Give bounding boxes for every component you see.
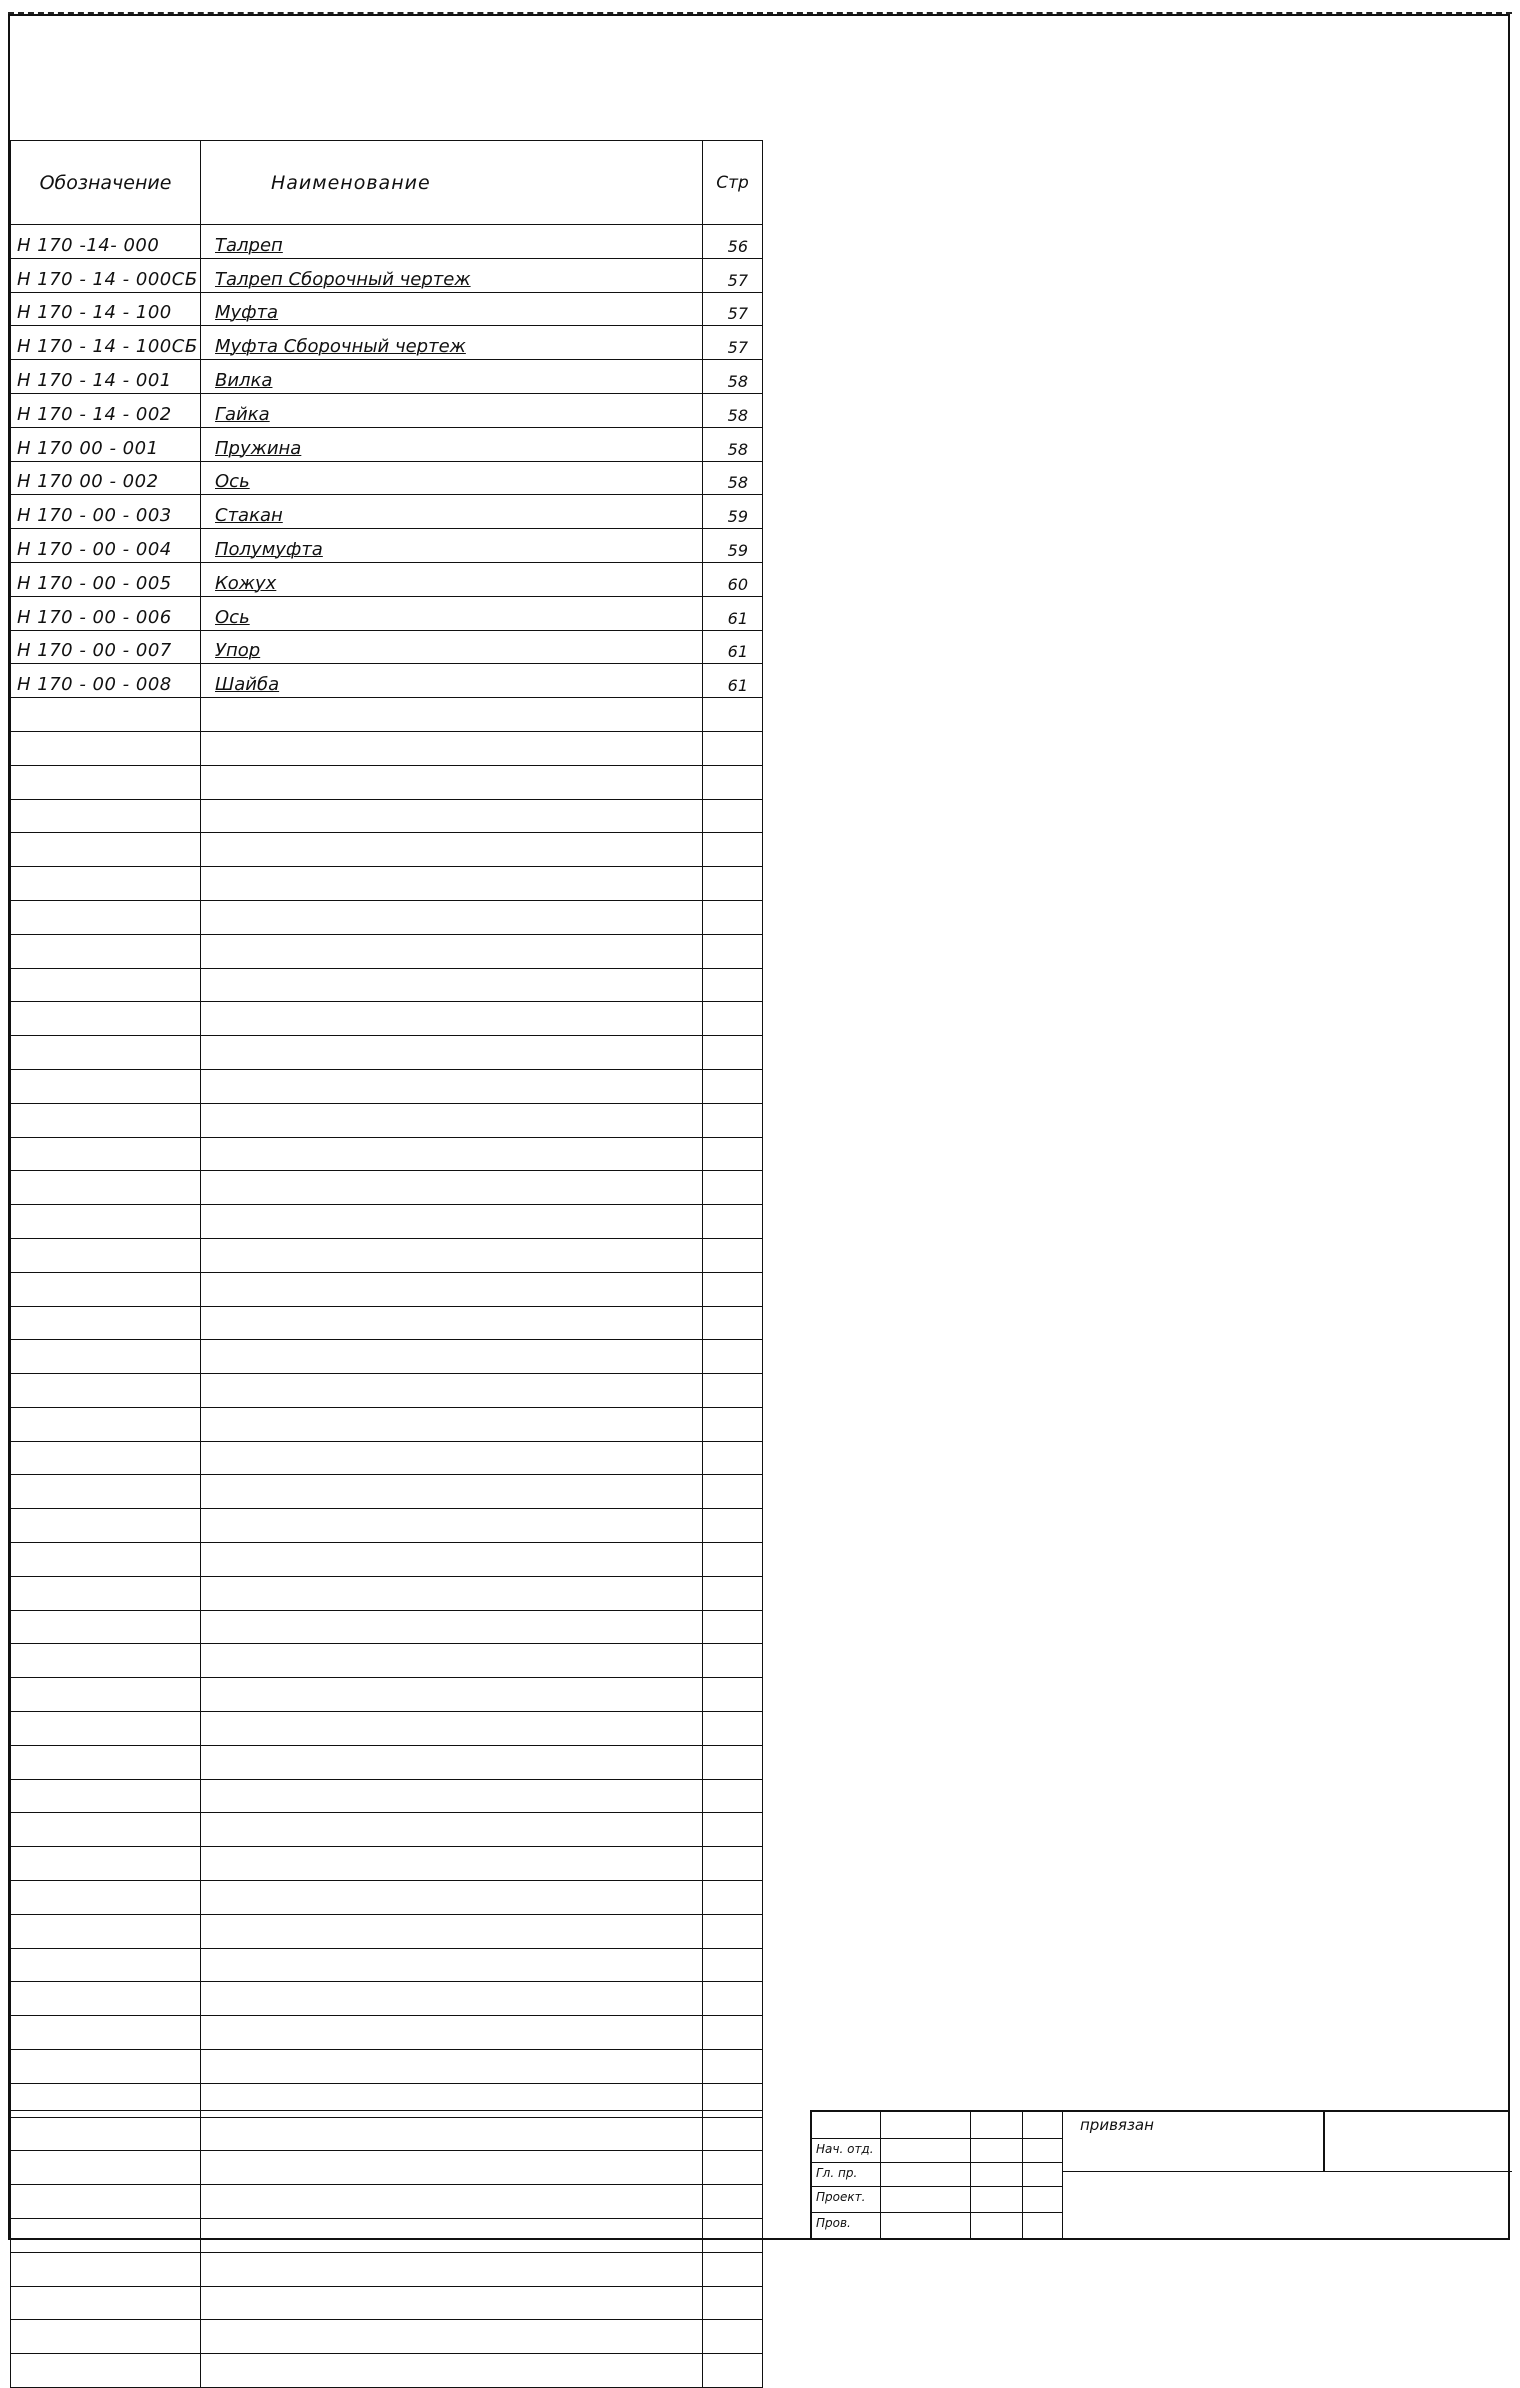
row-page [703,2252,763,2286]
table-row [11,698,763,732]
row-page [703,1306,763,1340]
table-row [11,1678,763,1712]
row-designation: Н 170 - 00 - 008 [11,664,201,698]
row-designation [11,1407,201,1441]
table-row [11,1036,763,1070]
row-name [201,799,703,833]
table-row [11,1712,763,1746]
row-page: 57 [703,292,763,326]
table-row [11,2117,763,2151]
row-name [201,2185,703,2219]
row-designation [11,2286,201,2320]
title-block-row-label: Нач. отд. [816,2142,874,2156]
row-designation [11,2252,201,2286]
row-page: 58 [703,427,763,461]
row-page [703,1171,763,1205]
row-page [703,1475,763,1509]
table-row [11,596,763,630]
row-page [703,1137,763,1171]
header-page: Стр [703,141,763,225]
row-designation: Н 170 - 14 - 100 [11,292,201,326]
row-page [703,1914,763,1948]
row-designation: Н 170 00 - 001 [11,427,201,461]
row-page [703,1779,763,1813]
table-row [11,495,763,529]
row-designation [11,1238,201,1272]
row-page: 57 [703,258,763,292]
row-page [703,1509,763,1543]
row-page [703,1103,763,1137]
table-row [11,1475,763,1509]
row-name [201,1576,703,1610]
row-name [201,698,703,732]
row-page [703,1678,763,1712]
row-page: 60 [703,562,763,596]
row-name [201,1036,703,1070]
table-row [11,1238,763,1272]
row-page [703,1813,763,1847]
row-page [703,968,763,1002]
row-name [201,1745,703,1779]
row-page: 58 [703,461,763,495]
row-designation [11,1374,201,1408]
table-row [11,2185,763,2219]
table-row [11,1745,763,1779]
table-row [11,1813,763,1847]
row-page [703,2083,763,2117]
row-designation [11,2354,201,2388]
row-page [703,799,763,833]
row-designation [11,2219,201,2253]
table-header-row [11,141,763,225]
row-designation [11,867,201,901]
table-row [11,2151,763,2185]
row-page [703,1441,763,1475]
table-row [11,799,763,833]
row-designation [11,1509,201,1543]
row-designation: Н 170 -14- 000 [11,225,201,259]
row-designation [11,1002,201,1036]
row-name [201,2151,703,2185]
row-page [703,765,763,799]
row-name [201,1475,703,1509]
row-name: Вилка [201,360,703,394]
row-name [201,1407,703,1441]
row-page [703,1982,763,2016]
table-row [11,1374,763,1408]
table-row [11,630,763,664]
table-row [11,1779,763,1813]
row-page: 58 [703,393,763,427]
row-name: Упор [201,630,703,664]
row-name [201,2286,703,2320]
index-table [10,140,763,2388]
row-name [201,900,703,934]
row-designation [11,799,201,833]
table-row [11,2083,763,2117]
table-row [11,1644,763,1678]
row-page [703,2320,763,2354]
row-designation [11,1036,201,1070]
row-designation [11,1103,201,1137]
row-name [201,1002,703,1036]
row-name [201,2117,703,2151]
table-row [11,2286,763,2320]
row-designation [11,2151,201,2185]
table-row [11,1881,763,1915]
table-row [11,900,763,934]
row-page [703,1002,763,1036]
row-name [201,1069,703,1103]
row-designation: Н 170 - 00 - 007 [11,630,201,664]
header-name: Наименование [201,141,703,225]
row-name [201,2016,703,2050]
table-row [11,664,763,698]
row-page: 58 [703,360,763,394]
row-page [703,2016,763,2050]
table-row [11,968,763,1002]
table-row [11,258,763,292]
table-row [11,1914,763,1948]
table-row [11,1543,763,1577]
row-page [703,1948,763,1982]
row-page [703,1069,763,1103]
row-page: 57 [703,326,763,360]
row-designation [11,1306,201,1340]
row-designation [11,1712,201,1746]
row-page: 59 [703,529,763,563]
row-name: Полумуфта [201,529,703,563]
row-designation: Н 170 - 00 - 003 [11,495,201,529]
table-row [11,2050,763,2084]
table-row [11,1948,763,1982]
row-name [201,1272,703,1306]
row-page [703,1881,763,1915]
title-block-lower-cell [1062,2172,1512,2240]
row-page: 59 [703,495,763,529]
row-page [703,2219,763,2253]
row-name [201,867,703,901]
row-page [703,1576,763,1610]
row-name [201,968,703,1002]
row-name [201,934,703,968]
row-designation [11,2016,201,2050]
row-designation: Н 170 - 14 - 000СБ [11,258,201,292]
row-designation [11,1914,201,1948]
row-name [201,1205,703,1239]
row-designation [11,1171,201,1205]
row-designation: Н 170 - 14 - 001 [11,360,201,394]
row-page [703,2354,763,2388]
row-designation [11,765,201,799]
table-row [11,1171,763,1205]
row-page [703,1610,763,1644]
row-designation [11,2117,201,2151]
row-designation [11,1069,201,1103]
row-name: Талреп [201,225,703,259]
row-name [201,1644,703,1678]
row-designation [11,1441,201,1475]
row-name: Талреп Сборочный чертеж [201,258,703,292]
row-page [703,2185,763,2219]
table-row [11,2320,763,2354]
title-block-signature-grid [812,2112,1062,2240]
row-name [201,2050,703,2084]
row-designation: Н 170 - 14 - 100СБ [11,326,201,360]
row-name: Пружина [201,427,703,461]
table-row [11,461,763,495]
row-designation: Н 170 - 14 - 002 [11,393,201,427]
table-row [11,2252,763,2286]
row-name [201,1340,703,1374]
row-page: 61 [703,630,763,664]
table-row [11,1441,763,1475]
row-designation [11,1881,201,1915]
row-name [201,1982,703,2016]
row-page [703,2050,763,2084]
table-row [11,1002,763,1036]
row-designation [11,2320,201,2354]
table-row [11,1340,763,1374]
row-name [201,1441,703,1475]
row-page [703,2286,763,2320]
row-name: Кожух [201,562,703,596]
table-row [11,393,763,427]
row-name [201,731,703,765]
row-name [201,833,703,867]
row-designation [11,1948,201,1982]
table-row [11,2354,763,2388]
row-designation [11,1205,201,1239]
title-block-row-label: Проект. [816,2190,866,2204]
row-designation [11,2050,201,2084]
row-name [201,765,703,799]
row-name [201,2083,703,2117]
table-row [11,1847,763,1881]
row-page [703,1847,763,1881]
row-designation [11,1678,201,1712]
row-designation [11,900,201,934]
row-designation: Н 170 - 00 - 006 [11,596,201,630]
row-name: Муфта Сборочный чертеж [201,326,703,360]
title-block-side-cell [1324,2112,1512,2172]
row-designation [11,1576,201,1610]
row-name: Гайка [201,393,703,427]
row-page [703,731,763,765]
row-page [703,1036,763,1070]
index-table-body [11,225,763,2388]
table-row [11,833,763,867]
table-row [11,2016,763,2050]
row-name [201,2219,703,2253]
table-row [11,1407,763,1441]
row-page [703,2151,763,2185]
row-name [201,1171,703,1205]
row-designation [11,731,201,765]
row-designation [11,1982,201,2016]
row-name: Муфта [201,292,703,326]
title-block-row-label: Гл. пр. [816,2166,858,2180]
row-name [201,1779,703,1813]
row-name [201,1374,703,1408]
row-designation [11,1745,201,1779]
row-name [201,1712,703,1746]
row-page [703,1272,763,1306]
table-row [11,867,763,901]
row-name [201,1678,703,1712]
table-row [11,765,763,799]
table-row [11,1306,763,1340]
row-name [201,1948,703,1982]
table-row [11,529,763,563]
row-page [703,934,763,968]
row-designation [11,1847,201,1881]
row-name [201,1813,703,1847]
row-designation [11,1610,201,1644]
row-name [201,1847,703,1881]
row-designation: Н 170 - 00 - 004 [11,529,201,563]
row-page [703,1712,763,1746]
row-designation: Н 170 00 - 002 [11,461,201,495]
row-page [703,867,763,901]
row-designation [11,968,201,1002]
row-designation [11,1779,201,1813]
title-block-label: привязан [1080,2116,1154,2134]
row-name [201,2252,703,2286]
table-row [11,326,763,360]
table-row [11,562,763,596]
table-row [11,731,763,765]
table-row [11,427,763,461]
row-name: Ось [201,596,703,630]
row-designation [11,833,201,867]
row-name: Стакан [201,495,703,529]
row-page [703,1644,763,1678]
table-row [11,2219,763,2253]
row-name [201,1137,703,1171]
title-block-row-label: Пров. [816,2216,851,2230]
row-designation [11,1813,201,1847]
row-designation [11,1137,201,1171]
table-row [11,1509,763,1543]
row-page [703,1238,763,1272]
title-block [810,2110,1510,2238]
table-row [11,1982,763,2016]
row-designation [11,1543,201,1577]
table-row [11,1610,763,1644]
row-name: Ось [201,461,703,495]
table-row [11,360,763,394]
table-row [11,1205,763,1239]
row-page [703,900,763,934]
table-row [11,1069,763,1103]
table-row [11,1272,763,1306]
row-page [703,698,763,732]
row-name [201,1543,703,1577]
row-designation [11,1272,201,1306]
row-designation [11,1475,201,1509]
row-name [201,1238,703,1272]
table-bottom-line [8,2110,762,2111]
row-designation: Н 170 - 00 - 005 [11,562,201,596]
row-designation [11,2083,201,2117]
table-row [11,1137,763,1171]
row-page [703,1340,763,1374]
row-name [201,1103,703,1137]
row-name [201,2320,703,2354]
row-designation [11,934,201,968]
row-name [201,1306,703,1340]
table-row [11,225,763,259]
row-page [703,1374,763,1408]
row-designation [11,698,201,732]
table-row [11,934,763,968]
row-page [703,2117,763,2151]
table-row [11,292,763,326]
row-page [703,833,763,867]
row-designation [11,1340,201,1374]
row-name [201,2354,703,2388]
row-name: Шайба [201,664,703,698]
row-page [703,1205,763,1239]
table-row [11,1576,763,1610]
row-page: 56 [703,225,763,259]
row-page [703,1543,763,1577]
header-designation: Обозначение [11,141,201,225]
row-page [703,1407,763,1441]
table-row [11,1103,763,1137]
row-name [201,1914,703,1948]
row-name [201,1509,703,1543]
row-designation [11,2185,201,2219]
row-page: 61 [703,596,763,630]
row-designation [11,1644,201,1678]
row-name [201,1610,703,1644]
row-page: 61 [703,664,763,698]
row-name [201,1881,703,1915]
row-page [703,1745,763,1779]
